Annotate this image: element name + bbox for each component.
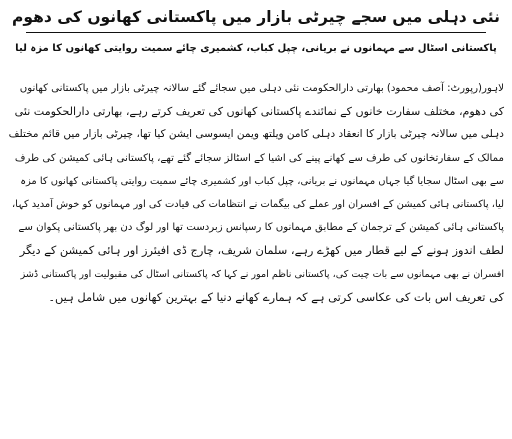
headline-divider <box>26 32 486 33</box>
body-line: سے بھی اسٹال سجایا گیا جہاں مہمانوں نے بریانی، چپل کباب اور کشمیری چائے سمیت روایتی پاکستانی کھانوں کا مزہ <box>20 175 504 187</box>
body-line: لطف اندوز ہونے کے لیے قطار میں کھڑے رہے، سلمان شریف، چارج ڈی افیئرز اور ہائی کمیشن کے دیگر <box>19 243 504 258</box>
body-line: کی تعریف اس بات کی عکاسی کرتی ہے کہ ہمارے کھانے دنیا کے بہترین کھانوں میں شامل ہیں۔ <box>48 289 504 304</box>
article-body <box>8 77 504 309</box>
body-line: لاہور(رپورٹ: آصف محمود) بھارتی دارالحکومت نئی دہلی میں سجائے گئے سالانہ چیرٹی بازار میں پاکستانی کھانوں <box>19 83 504 94</box>
body-line: پاکستانی ہائی کمیشن کے ترجمان کے مطابق مہمانوں کا رسپانس زبردست تھا اور لوگ دن بھر پاکستانی پکوان سے <box>18 222 504 234</box>
article-subheadline: پاکستانی اسٹال سے مہمانوں نے بریانی، چپل کباب، کشمیری چائے سمیت روایتی کھانوں کا مزہ لیا <box>15 43 497 54</box>
body-line: دہلی میں سالانہ چیرٹی بازار کا انعقاد دہلی کامن ویلتھ ویمن ایسوسی ایشن کیا تھا، چیرٹی بازار میں قائم مختلف <box>8 128 504 141</box>
body-line: ممالک کے سفارتخانوں کی طرف سے کھانے پینے کی اشیا کے اسٹالز سجائے گئے تھے، پاکستانی ہائی کمیشن کی طرف <box>14 152 504 164</box>
body-line: لیا، پاکستانی ہائی کمیشن کے افسران اور عملے کی بیگمات نے انتظامات کی قیادت کی اور مہمانوں کو خوش آمدید کہا، <box>11 199 504 211</box>
article-headline: نئی دہلی میں سجے چیرٹی بازار میں پاکستانی کھانوں کی دھوم <box>12 8 500 26</box>
body-line: افسران نے بھی مہمانوں سے بات چیت کی، پاکستانی ناظم امور نے کہا کہ پاکستانی اسٹال کی مقبولیت اور پاکستانی ڈشز <box>20 268 504 280</box>
body-line: کی دھوم، مختلف سفارت خانوں کے نمائندے پاکستانی کھانوں کی تعریف کرتے رہے، بھارتی دارالحکومت نئی <box>14 105 504 119</box>
